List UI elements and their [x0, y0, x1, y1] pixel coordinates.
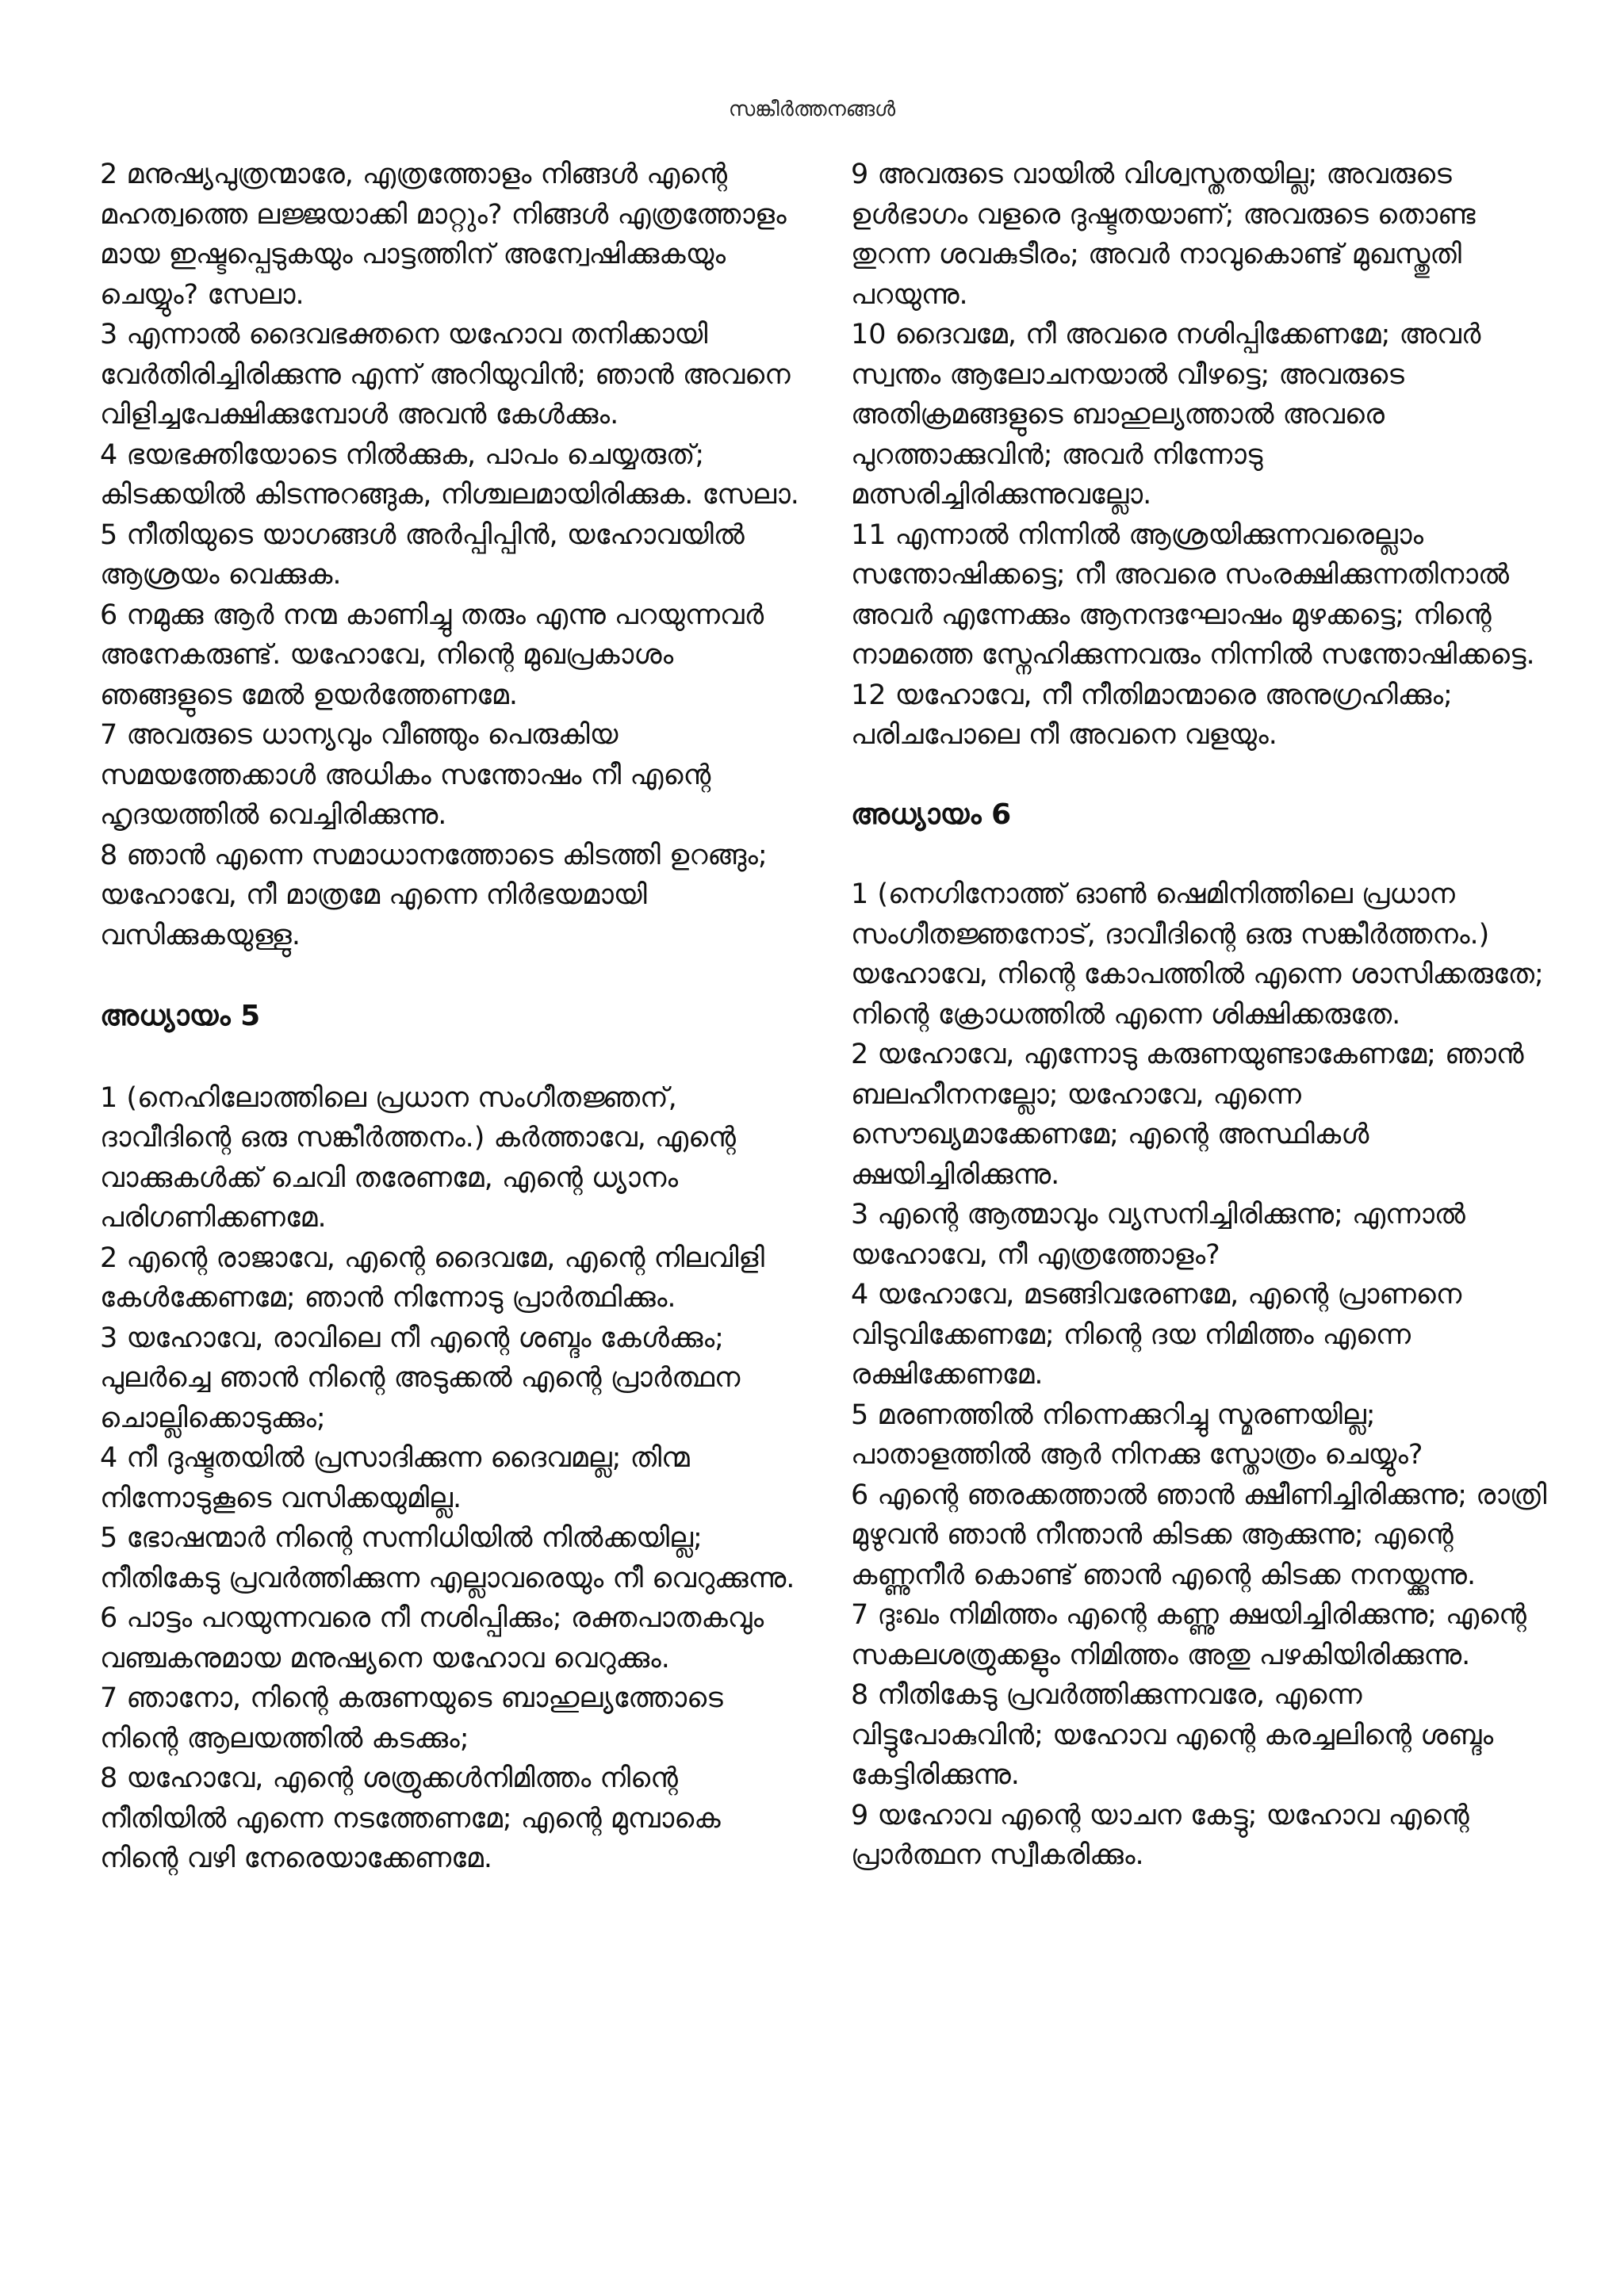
- verse-5-9: 9 അവരുടെ വായിൽ വിശ്വസ്തതയില്ല; അവരുടെ ഉൾഭാഗം വളരെ ദുഷ്ടതയാണ്; അവരുടെ തൊണ്ട തുറന്ന ശവകുടീരം; അവർ നാവുകൊണ്ട് മുഖസ്തുതി പറയുന്നു.: [851, 159, 1476, 311]
- verse-5-2: 2 എന്റെ രാജാവേ, എന്റെ ദൈവമേ, എന്റെ നിലവിളി കേൾക്കേണമേ; ഞാൻ നിന്നോടു പ്രാർത്ഥിക്കും.: [100, 1242, 765, 1314]
- verse-5-5: 5 ഭോഷന്മാർ നിന്റെ സന്നിധിയിൽ നിൽക്കയില്ല; നീതികേടു പ്രവർത്തിക്കുന്ന എല്ലാവരെയും നീ വെറുക്കുന്നു.: [100, 1522, 795, 1594]
- verse-4-4: 4 ഭയഭക്തിയോടെ നിൽക്കുക, പാപം ചെയ്യരുത്; കിടക്കയിൽ കിടന്നുറങ്ങുക, നിശ്ചലമായിരിക്കുക. സേലാ.: [100, 438, 799, 511]
- verse-6-3: 3 എന്റെ ആത്മാവും വ്യസനിച്ചിരിക്കുന്നു; എന്നാൽ യഹോവേ, നീ എത്രത്തോളം?: [851, 1199, 1465, 1271]
- verse-4-5: 5 നീതിയുടെ യാഗങ്ങൾ അർപ്പിപ്പിൻ, യഹോവയിൽ ആശ്രയം വെക്കുക.: [100, 519, 745, 591]
- verse-4-3: 3 എന്നാൽ ദൈവഭക്തനെ യഹോവ തനിക്കായി വേർതിരിച്ചിരിക്കുന്നു എന്ന് അറിയുവിൻ; ഞാൻ അവനെ വിളിച്ചപേക്ഷിക്കുമ്പോൾ അവൻ കേൾക്കും.: [100, 319, 791, 430]
- verse-5-4: 4 നീ ദുഷ്ടതയിൽ പ്രസാദിക്കുന്ന ദൈവമല്ല; തിന്മ നിന്നോടുകൂടെ വസിക്കയുമില്ല.: [100, 1442, 690, 1514]
- chapter-5-heading: അധ്യായം 5: [100, 1000, 261, 1032]
- verse-4-7: 7 അവരുടെ ധാന്യവും വീഞ്ഞും പെരുകിയ സമയത്തേക്കാൾ അധികം സന്തോഷം നീ എന്റെ ഹൃദയത്തിൽ വെച്ചിരിക്കുന്നു.: [100, 719, 711, 831]
- left-column: [100, 155, 806, 1879]
- right-column: [851, 155, 1557, 1876]
- verse-5-3: 3 യഹോവേ, രാവിലെ നീ എന്റെ ശബ്ദം കേൾക്കും; പുലർച്ചെ ഞാൻ നിന്റെ അടുക്കൽ എന്റെ പ്രാർത്ഥന ചൊല്ലിക്കൊടുക്കും;: [100, 1322, 741, 1434]
- verse-5-10: 10 ദൈവമേ, നീ അവരെ നശിപ്പിക്കേണമേ; അവർ സ്വന്തം ആലോചനയാൽ വീഴട്ടെ; അവരുടെ അതിക്രമങ്ങളുടെ ബാഹുല്യത്താൽ അവരെ പുറത്താക്കുവിൻ; അവർ നിന്നോടു മത്സരിച്ചിരിക്കുന്നുവല്ലോ.: [851, 319, 1481, 511]
- chapter-6-heading: അധ്യായം 6: [851, 798, 1012, 831]
- verse-4-8: 8 ഞാൻ എന്നെ സമാധാനത്തോടെ കിടത്തി ഉറങ്ങും; യഹോവേ, നീ മാത്രമേ എന്നെ നിർഭയമായി വസിക്കുകയുള്ളു.: [100, 839, 768, 951]
- verse-6-8: 8 നീതികേടു പ്രവർത്തിക്കുന്നവരേ, എന്നെ വിട്ടുപോകുവിൻ; യഹോവ എന്റെ കരച്ചലിന്റെ ശബ്ദം കേട്ടിരിക്കുന്നു.: [851, 1679, 1494, 1791]
- verse-4-2: 2 മനുഷ്യപുത്രന്മാരേ, എത്രത്തോളം നിങ്ങൾ എന്റെ മഹത്വത്തെ ലജ്ജയാക്കി മാറ്റും? നിങ്ങൾ എത്രത്തോളം മായ ഇഷ്ടപ്പെടുകയും പാട്ടത്തിന് അന്വേഷിക്കുകയും ചെയ്യും? സേലാ.: [100, 159, 787, 311]
- verse-6-5: 5 മരണത്തിൽ നിന്നെക്കുറിച്ചു സ്മരണയില്ല; പാതാളത്തിൽ ആർ നിനക്കു സ്തോത്രം ചെയ്യും?: [851, 1399, 1423, 1471]
- page-running-title: സങ്കീർത്തനങ്ങൾ: [728, 98, 896, 121]
- verse-5-11: 11 എന്നാൽ നിന്നിൽ ആശ്രയിക്കുന്നവരെല്ലാം സന്തോഷിക്കട്ടെ; നീ അവരെ സംരക്ഷിക്കുന്നതിനാൽ അവർ എന്നേക്കും ആനന്ദഘോഷം മുഴക്കട്ടെ; നിന്റെ നാമത്തെ സ്നേഹിക്കുന്നവരും നിന്നിൽ സന്തോഷിക്കട്ടെ.: [851, 519, 1535, 671]
- verse-6-7: 7 ദുഃഖം നിമിത്തം എന്റെ കണ്ണു ക്ഷയിച്ചിരിക്കുന്നു; എന്റെ സകലശത്രുക്കളും നിമിത്തം അതു പഴകിയിരിക്കുന്നു.: [851, 1599, 1526, 1671]
- verse-6-6: 6 എന്റെ ഞരക്കത്താൽ ഞാൻ ക്ഷീണിച്ചിരിക്കുന്നു; രാത്രി മുഴുവൻ ഞാൻ നീന്താൻ കിടക്ക ആക്കുന്നു; എന്റെ കണ്ണുനീർ കൊണ്ട് ഞാൻ എന്റെ കിടക്ക നനയ്ക്കുന്നു.: [851, 1479, 1547, 1591]
- verse-5-12: 12 യഹോവേ, നീ നീതിമാന്മാരെ അനുഗ്രഹിക്കും; പരിചപോലെ നീ അവനെ വളയും.: [851, 679, 1453, 751]
- verse-5-6: 6 പാട്ടം പറയുന്നവരെ നീ നശിപ്പിക്കും; രക്തപാതകവും വഞ്ചകനുമായ മനുഷ്യനെ യഹോവ വെറുക്കും.: [100, 1602, 764, 1674]
- verse-5-1: 1 (നെഹിലോത്തിലെ പ്രധാന സംഗീതജ്ഞന്, ദാവീദിന്റെ ഒരു സങ്കീർത്തനം.) കർത്താവേ, എന്റെ വാക്കുകൾക്ക് ചെവി തരേണമേ, എന്റെ ധ്യാനം പരിഗണിക്കണമേ.: [100, 1081, 736, 1234]
- verse-6-2: 2 യഹോവേ, എന്നോടു കരുണയുണ്ടാകേണമേ; ഞാൻ ബലഹീനനല്ലോ; യഹോവേ, എന്നെ സൌഖ്യമാക്കേണമേ; എന്റെ അസ്ഥികൾ ക്ഷയിച്ചിരിക്കുന്നു.: [851, 1039, 1524, 1191]
- verse-6-9: 9 യഹോവ എന്റെ യാചന കേട്ടു; യഹോവ എന്റെ പ്രാർത്ഥന സ്വീകരിക്കും.: [851, 1799, 1469, 1871]
- verse-5-7: 7 ഞാനോ, നിന്റെ കരുണയുടെ ബാഹുല്യത്തോടെ നിന്റെ ആലയത്തിൽ കടക്കും;: [100, 1682, 723, 1755]
- verse-6-4: 4 യഹോവേ, മടങ്ങിവരേണമേ, എന്റെ പ്രാണനെ വിടുവിക്കേണമേ; നിന്റെ ദയ നിമിത്തം എന്നെ രക്ഷിക്കേണമേ.: [851, 1279, 1462, 1391]
- verse-4-6: 6 നമുക്കു ആർ നന്മ കാണിച്ചു തരും എന്നു പറയുന്നവർ അനേകരുണ്ട്. യഹോവേ, നിന്റെ മുഖപ്രകാശം ഞങ്ങളുടെ മേൽ ഉയർത്തേണമേ.: [100, 599, 764, 711]
- verse-5-8: 8 യഹോവേ, എന്റെ ശത്രുക്കൾനിമിത്തം നിന്റെ നീതിയിൽ എന്നെ നടത്തേണമേ; എന്റെ മുമ്പാകെ നിന്റെ വഴി നേരെയാക്കേണമേ.: [100, 1762, 721, 1874]
- verse-6-1: 1 (നെഗിനോത്ത് ഓൺ ഷെമിനിത്തിലെ പ്രധാന സംഗീതജ്ഞനോട്, ദാവീദിന്റെ ഒരു സങ്കീർത്തനം.) യഹോവേ, നിന്റെ കോപത്തിൽ എന്നെ ശാസിക്കരുതേ; നിന്റെ ക്രോധത്തിൽ എന്നെ ശിക്ഷിക്കരുതേ.: [851, 878, 1544, 1031]
